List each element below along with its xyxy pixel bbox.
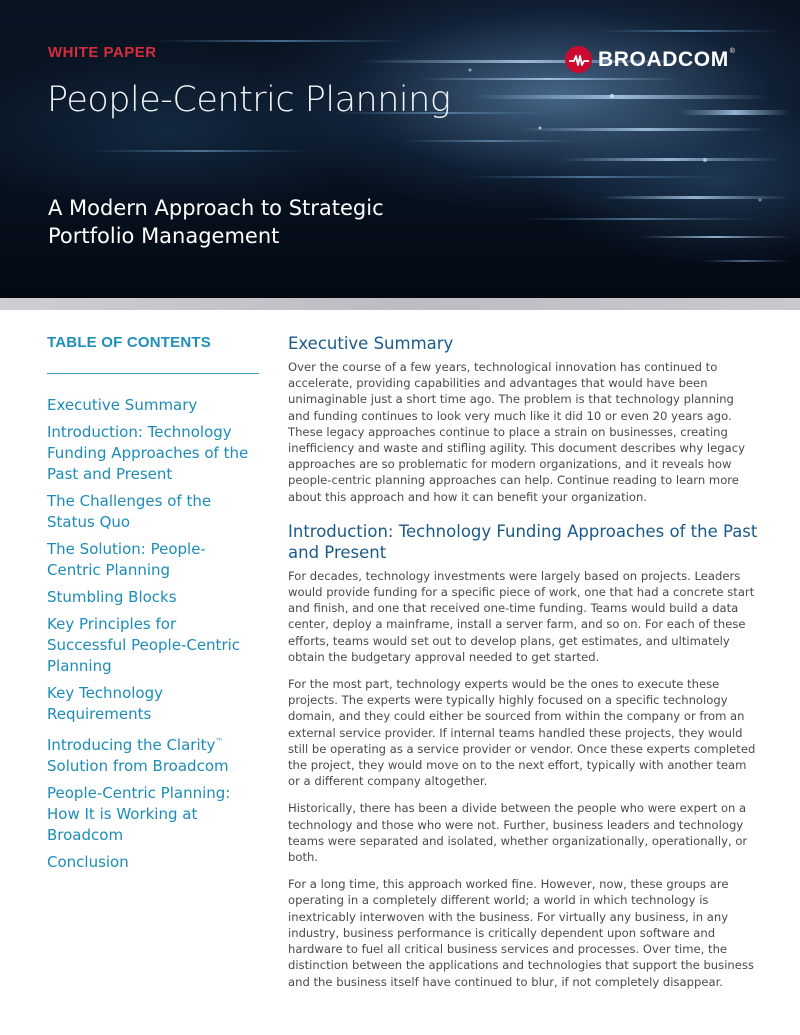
paragraph: For decades, technology investments were largely based on projects. Leaders would provide funding for a specific piece of work, one that had a concrete start and finish, and one that received one-time funding. Teams would build a data center, deploy a mainframe, install a server farm, and so on. For each of these efforts, teams would set out to develop plans, get estimates, and ultimately obtain the budgetary approval needed to get started.	[288, 568, 755, 664]
page-title: People-Centric Planning	[47, 80, 451, 120]
toc-heading: TABLE OF CONTENTS	[47, 334, 211, 351]
toc-item-solution[interactable]: The Solution: People-Centric Planning	[47, 540, 206, 579]
section-heading: Executive Summary	[288, 334, 454, 353]
toc-item-key-technology-requirements[interactable]: Key Technology Requirements	[47, 684, 163, 723]
toc-item-working-at-broadcom[interactable]: People-Centric Planning: How It is Working at Broadcom	[47, 784, 231, 844]
toc-item-stumbling-blocks[interactable]: Stumbling Blocks	[47, 588, 177, 606]
table-of-contents	[47, 334, 259, 879]
logo-trademark: ®	[729, 48, 735, 55]
trademark-symbol: ™	[215, 737, 224, 746]
toc-item-clarity-label-rest: Solution from Broadcom	[47, 757, 229, 775]
paragraph: Over the course of a few years, technological innovation has continued to accelerate, providing capabilities and advantages that would have been unimaginable just a short time ago. The problem is that technology planning and funding continues to look very much like it did 10 or even 20 years ago. These legacy approaches continue to place a strain on businesses, creating inefficiency and waste and stifling agility. This document describes why legacy approaches are so problematic for modern organizations, and it reveals how people-centric planning approaches can help. Continue reading to learn more about this approach and how it can benefit your organization.	[288, 360, 745, 504]
toc-divider	[47, 373, 259, 374]
page-subtitle-line-1: A Modern Approach to Strategic	[48, 196, 384, 220]
section-executive-summary	[288, 333, 758, 505]
page-subtitle-line-2: Portfolio Management	[48, 224, 280, 248]
toc-item-introduction[interactable]: Introduction: Technology Funding Approaches of the Past and Present	[47, 423, 249, 483]
paragraph: For a long time, this approach worked fine. However, now, these groups are operating in a completely different world; a world in which technology is inextricably interwoven with the business. For virtually any business, in any industry, business performance is critically dependent upon software and hardware to fuel all critical business services and processes. Over time, the distinction between the applications and technologies that support the business and the business itself have continued to blur, if not completely disappear.	[288, 877, 754, 989]
paragraph: Historically, there has been a divide between the people who were expert on a technology and those who were not. Further, business leaders and technology teams were separated and isolated, whether organizationally, operationally, or both.	[288, 801, 748, 865]
page-subtitle	[48, 194, 508, 250]
white-paper-label: WHITE PAPER	[48, 44, 157, 61]
hero-divider-strip	[0, 298, 800, 310]
toc-item-clarity-solution[interactable]	[47, 731, 259, 777]
logo-wordmark: BROADCOM	[598, 47, 729, 71]
toc-list	[47, 395, 259, 873]
toc-item-executive-summary[interactable]: Executive Summary	[47, 396, 198, 414]
main-content	[288, 333, 758, 1001]
section-introduction	[288, 521, 758, 990]
toc-item-challenges[interactable]: The Challenges of the Status Quo	[47, 492, 212, 531]
hero-banner	[0, 0, 800, 298]
toc-item-key-principles[interactable]: Key Principles for Successful People-Centric Planning	[47, 615, 241, 675]
paragraph: For the most part, technology experts would be the ones to execute these projects. The experts were typically highly focused on a specific technology domain, and they could either be sourced from within the company or from an external service provider. If internal teams handled these projects, they would still be operating as a service provider or vendor. Once these experts completed the project, they would move on to the next effort, typically with another team or a different company altogether.	[288, 677, 756, 789]
toc-item-clarity-label: Introducing the Clarity	[47, 736, 216, 754]
broadcom-logo	[565, 46, 735, 73]
broadcom-pulse-icon	[565, 46, 592, 73]
toc-item-conclusion[interactable]: Conclusion	[47, 853, 129, 871]
section-heading: Introduction: Technology Funding Approaches of the Past and Present	[288, 521, 758, 562]
